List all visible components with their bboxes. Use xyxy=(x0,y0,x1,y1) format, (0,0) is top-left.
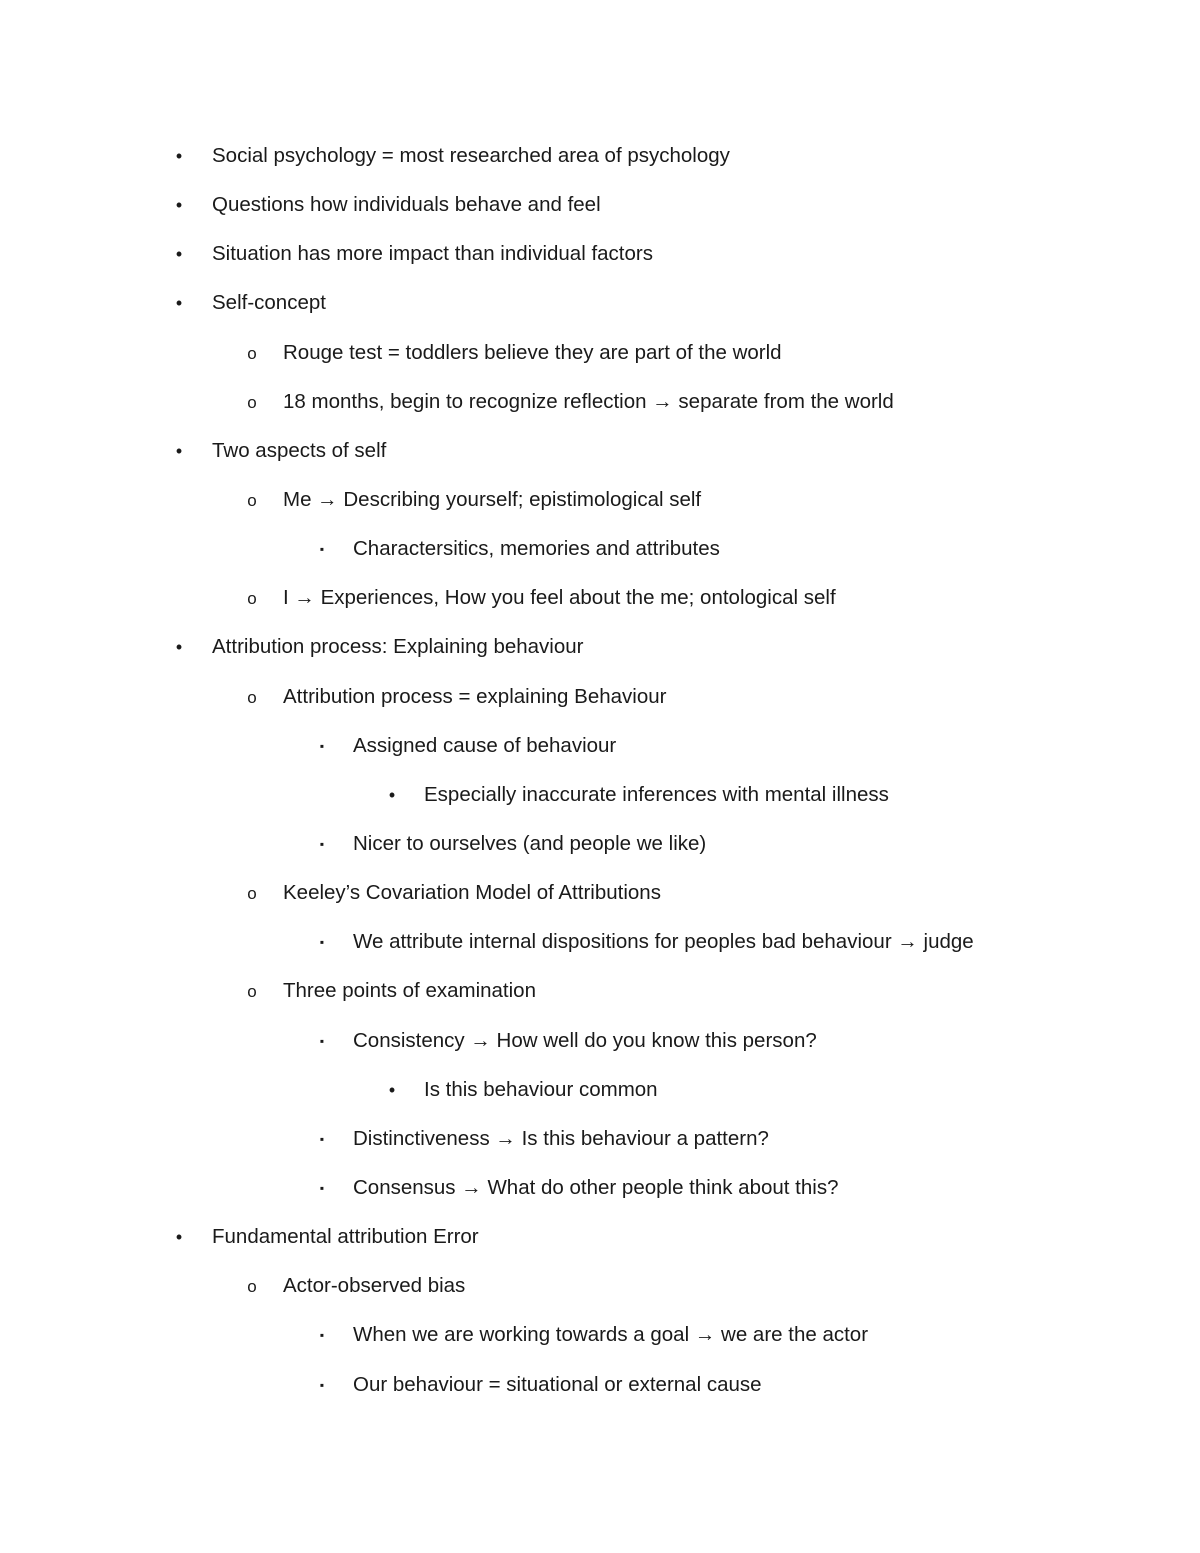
list-item-text: Distinctiveness → Is this behaviour a pattern? xyxy=(353,1126,769,1150)
list-item-text: Is this behaviour common xyxy=(424,1077,658,1101)
list-item xyxy=(0,674,1200,723)
bullet-dot-icon: • xyxy=(388,1079,396,1100)
bullet-square-icon: ▪ xyxy=(319,1377,325,1392)
bullet-square-icon: ▪ xyxy=(319,935,325,950)
list-item xyxy=(0,477,1200,526)
list-item-text: Consistency → How well do you know this person? xyxy=(353,1028,817,1052)
list-item xyxy=(0,1312,1200,1361)
list-item-text: Consensus → What do other people think about this? xyxy=(353,1175,839,1199)
list-item-text: Our behaviour = situational or external cause xyxy=(353,1372,762,1396)
list-item xyxy=(0,1362,1200,1411)
bullet-dot-icon: • xyxy=(175,146,183,166)
list-item-text: Fundamental attribution Error xyxy=(212,1225,479,1249)
bullet-square-icon: ▪ xyxy=(319,542,325,557)
bullet-square-icon: ▪ xyxy=(319,1033,325,1048)
list-item-text: Social psychology = most researched area of psychology xyxy=(212,144,730,167)
list-item xyxy=(0,1165,1200,1214)
list-item-text: Keeley’s Covariation Model of Attributions xyxy=(283,881,661,905)
list-item xyxy=(0,182,1200,231)
list-item-text: When we are working towards a goal → we are the actor xyxy=(353,1323,869,1347)
list-item xyxy=(0,133,1200,182)
list-item xyxy=(0,1018,1200,1067)
list-item xyxy=(0,821,1200,870)
list-item xyxy=(0,1116,1200,1165)
list-item xyxy=(0,624,1200,673)
list-item-text: Especially inaccurate inferences with mental illness xyxy=(424,782,889,806)
list-item xyxy=(0,1214,1200,1263)
list-item-text: Two aspects of self xyxy=(212,438,387,462)
list-item xyxy=(0,280,1200,329)
bullet-square-icon: ▪ xyxy=(319,836,325,851)
bullet-dot-icon: • xyxy=(175,293,183,314)
list-item xyxy=(0,772,1200,821)
list-item xyxy=(0,1263,1200,1312)
list-item-text: Three points of examination xyxy=(283,979,536,1003)
bullet-dot-icon: • xyxy=(175,195,183,216)
list-item-text: Me → Describing yourself; epistimological self xyxy=(283,487,702,511)
list-item-text: Assigned cause of behaviour xyxy=(353,733,617,757)
bullet-circle-icon: o xyxy=(247,982,257,1002)
bullet-dot-icon: • xyxy=(175,440,183,461)
bullet-dot-icon: • xyxy=(175,637,183,658)
list-item xyxy=(0,231,1200,280)
list-item-text: We attribute internal dispositions for peoples bad behaviour → judge xyxy=(353,930,974,954)
bullet-circle-icon: o xyxy=(247,392,257,412)
bullet-dot-icon: • xyxy=(388,784,396,805)
list-item-text: 18 months, begin to recognize reflection → separate from the world xyxy=(283,389,894,413)
list-item-text: Actor-observed bias xyxy=(283,1274,466,1298)
list-item-text: Situation has more impact than individual factors xyxy=(212,242,653,266)
bullet-circle-icon: o xyxy=(247,490,257,510)
list-item xyxy=(0,526,1200,575)
list-item-text: Attribution process = explaining Behaviour xyxy=(283,684,667,708)
bullet-circle-icon: o xyxy=(247,589,257,609)
list-item xyxy=(0,428,1200,477)
list-item-text: I → Experiences, How you feel about the me; ontological self xyxy=(283,586,836,610)
list-item xyxy=(0,575,1200,624)
list-item-text: Nicer to ourselves (and people we like) xyxy=(353,831,707,855)
bullet-square-icon: ▪ xyxy=(319,738,325,753)
bullet-circle-icon: o xyxy=(247,343,257,363)
list-item-text: Questions how individuals behave and feel xyxy=(212,193,601,217)
list-item-text: Attribution process: Explaining behaviour xyxy=(212,635,584,659)
list-item xyxy=(0,330,1200,379)
list-item xyxy=(0,968,1200,1017)
bullet-square-icon: ▪ xyxy=(319,1328,325,1343)
bullet-circle-icon: o xyxy=(247,687,257,707)
list-item xyxy=(0,870,1200,919)
list-item-text: Rouge test = toddlers believe they are part of the world xyxy=(283,340,782,364)
bullet-circle-icon: o xyxy=(247,884,257,904)
bullet-dot-icon: • xyxy=(175,244,183,265)
list-item xyxy=(0,1067,1200,1116)
list-item xyxy=(0,723,1200,772)
bullet-list xyxy=(0,133,1200,1411)
bullet-square-icon: ▪ xyxy=(319,1131,325,1146)
bullet-dot-icon: • xyxy=(175,1227,183,1248)
bullet-circle-icon: o xyxy=(247,1277,257,1297)
list-item-text: Self-concept xyxy=(212,291,326,315)
list-item xyxy=(0,379,1200,428)
list-item-text: Charactersitics, memories and attributes xyxy=(353,537,720,561)
bullet-square-icon: ▪ xyxy=(319,1180,325,1195)
list-item xyxy=(0,919,1200,968)
